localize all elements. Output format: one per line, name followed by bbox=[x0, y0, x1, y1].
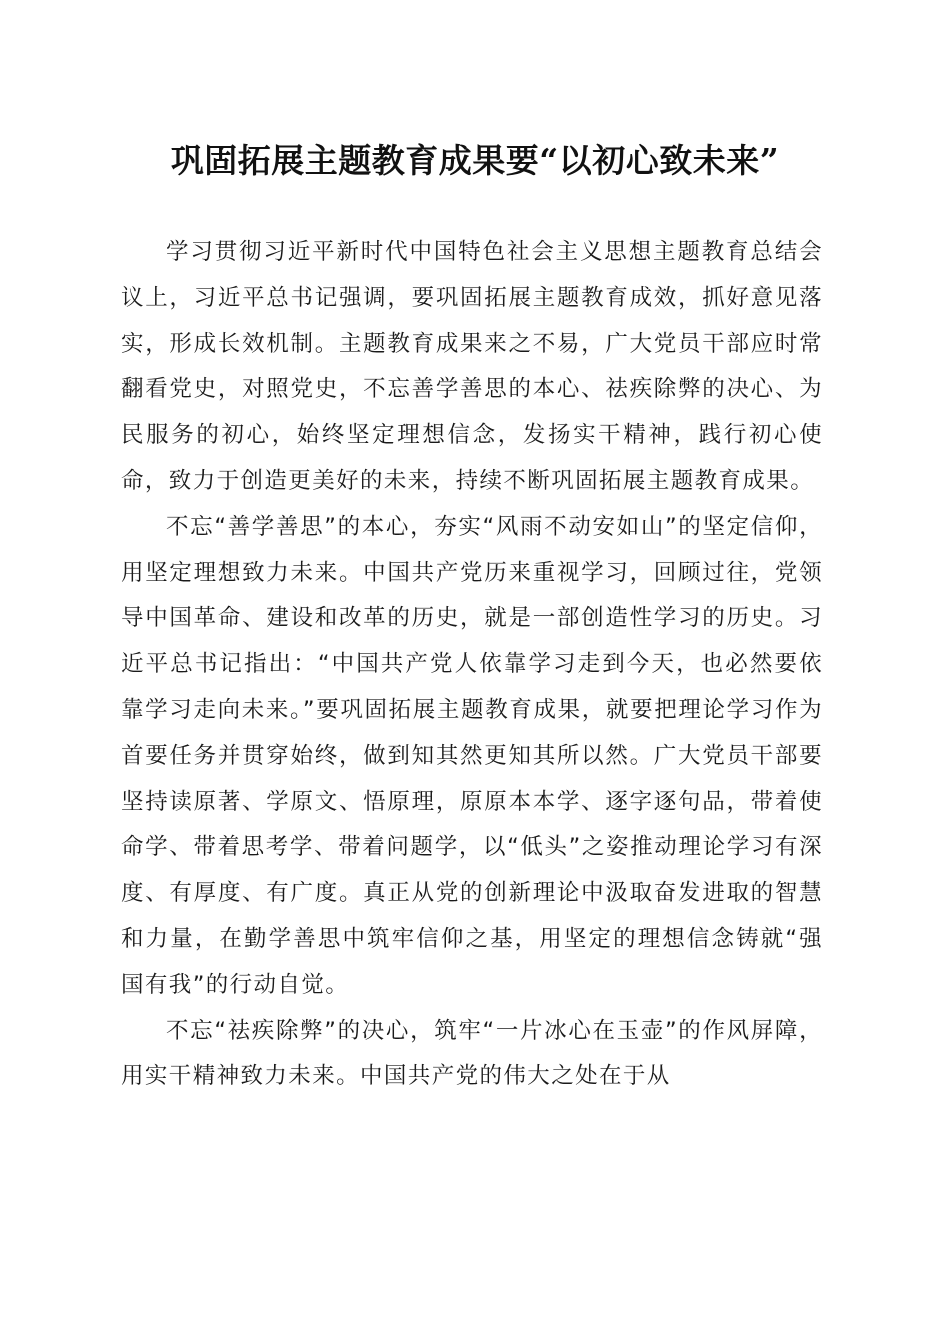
document-title: 巩固拓展主题教育成果要“以初心致未来” bbox=[170, 141, 780, 180]
document-body bbox=[121, 230, 823, 1100]
paragraph-1: 学习贯彻习近平新时代中国特色社会主义思想主题教育总结会议上，习近平总书记强调，要巩固拓展主题教育成效，抓好意见落实，形成长效机制。主题教育成果来之不易，广大党员干部应时常翻看党史，对照党史，不忘善学善思的本心、祛疾除弊的决心、为民服务的初心，始终坚定理想信念，发扬实干精神，践行初心使命，致力于创造更美好的未来，持续不断巩固拓展主题教育成果。 bbox=[121, 239, 823, 494]
paragraph-3: 不忘“祛疾除弊”的决心，筑牢“一片冰心在玉壶”的作风屏障，用实干精神致力未来。中国共产党的伟大之处在于从 bbox=[121, 1017, 823, 1090]
paragraph-2: 不忘“善学善思”的本心，夯实“风雨不动安如山”的坚定信仰，用坚定理想致力未来。中国共产党历来重视学习，回顾过往，党领导中国革命、建设和改革的历史，就是一部创造性学习的历史。习近平总书记指出：“中国共产党人依靠学习走到今天，也必然要依靠学习走向未来。”要巩固拓展主题教育成果，就要把理论学习作为首要任务并贯穿始终，做到知其然更知其所以然。广大党员干部要坚持读原著、学原文、悟原理，原原本本学、逐字逐句品，带着使命学、带着思考学、带着问题学，以“低头”之姿推动理论学习有深度、有厚度、有广度。真正从党的创新理论中汲取奋发进取的智慧和力量，在勤学善思中筑牢信仰之基，用坚定的理想信念铸就“强国有我”的行动自觉。 bbox=[121, 513, 823, 998]
